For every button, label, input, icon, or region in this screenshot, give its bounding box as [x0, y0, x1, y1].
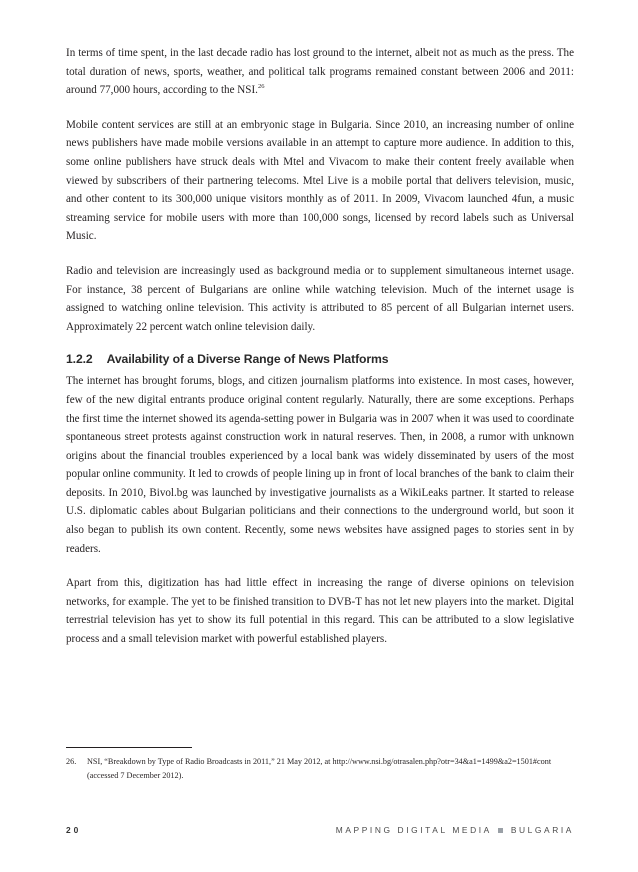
country-title: BULGARIA — [510, 825, 574, 835]
footnote-divider — [66, 747, 192, 748]
section-number: 1.2.2 — [66, 352, 93, 367]
square-separator-icon — [498, 828, 503, 833]
main-content — [66, 44, 574, 665]
footnote-ref-26[interactable]: 26 — [257, 83, 265, 91]
footnote-text: NSI, “Breakdown by Type of Radio Broadcasts in 2011,” 21 May 2012, at http://www.nsi.bg/otrasalen.php?otr=34&a1=1499&a2=1501#cont (accessed 7 December 2012). — [87, 757, 552, 780]
page-number: 20 — [66, 825, 82, 835]
running-title — [336, 825, 574, 835]
section-title: Availability of a Diverse Range of News Platforms — [106, 352, 389, 367]
paragraph-background-media: Radio and television are increasingly used as background media or to supplement simultaneous internet usage. For instance, 38 percent of Bulgarians are online while watching television. Much of the internet usage is assigned to watching online television. This activity is attributed to 85 percent of all Bulgarian internet users. Approximately 22 percent watch online television daily. — [66, 264, 574, 333]
footnote-number: 26. — [66, 757, 77, 766]
series-title: MAPPING DIGITAL MEDIA — [335, 825, 492, 835]
paragraph-internet-platforms: The internet has brought forums, blogs, and citizen journalism platforms into existence. In most cases, however, few of the new digital entrants produce original content regularly. Naturally, there are some exceptions. Perhaps the first time the internet showed its agenda-setting power in Bulgaria was in 2007 when it was used to coordinate spontaneous street protests against construction work in natural reserves. Then, in 2008, a rumor with unknown origins about the financial troubles experienced by a local bank was widely disseminated by users of the most popular online community. It led to crowds of people lining up in front of local branches of the bank to claim their deposits. In 2010, Bivol.bg was launched by investigative journalists as a WikiLeaks partner. It started to release U.S. diplomatic cables about Bulgarian politicians and their connections to the underground world, but soon it also began to publish its own content. Recently, some news websites have assigned pages to stories sent in by readers. — [66, 375, 574, 555]
paragraph-digitization-effect: Apart from this, digitization has had little effect in increasing the range of diverse opinions on television networks, for example. The yet to be finished transition to DVB-T has not let new players into the market. Digital terrestrial television has yet to show its full potential in this regard. This can be attributed to a slow legislative process and a small television market with powerful established players. — [66, 577, 574, 646]
paragraph-mobile-content: Mobile content services are still at an embryonic stage in Bulgaria. Since 2010, an increasing number of online news publishers have made mobile versions available in an attempt to capture more audience. In addition to this, some online publishers have struck deals with Mtel and Vivacom to make their content freely available when viewed by subscribers of their partnering telecoms. Mtel Live is a mobile portal that delivers television, music, and other content to its 300,000 unique visitors monthly as of 2011. In 2009, Vivacom launched 4fun, a music streaming service for mobile users with more than 100,000 songs, licensed by record labels such as Universal Music. — [66, 118, 574, 243]
paragraph-radio-time-text: In terms of time spent, in the last decade radio has lost ground to the internet, albeit not as much as the press. The total duration of news, sports, weather, and political talk programs remained constant between 2006 and 2011: around 77,000 hours, according to the NSI. — [66, 47, 574, 97]
section-heading — [66, 352, 574, 366]
page-footer — [66, 825, 574, 839]
footnote-26 — [66, 755, 574, 783]
paragraph-radio-time — [66, 44, 574, 100]
